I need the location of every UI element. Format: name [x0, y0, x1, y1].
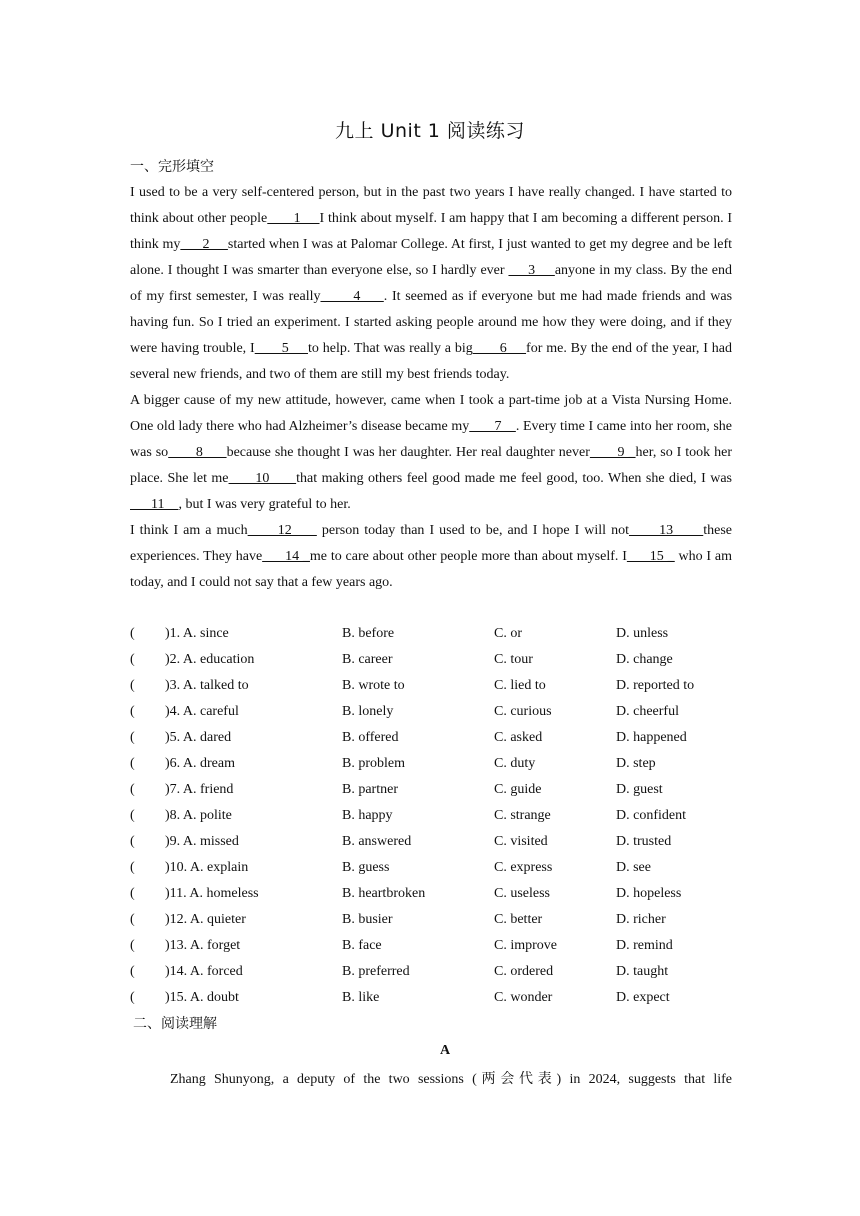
option-c: C. asked: [494, 730, 543, 745]
question-options-list: [130, 621, 750, 1011]
answer-paren[interactable]: (: [130, 886, 135, 901]
passage-text: , but I was very grateful to her.: [178, 497, 351, 512]
option-b: B. before: [342, 626, 395, 641]
option-d: D. confident: [616, 808, 686, 823]
passage-text: her, so I took her place. She let me: [130, 445, 732, 486]
question-row: [130, 751, 750, 777]
option-c: C. strange: [494, 808, 551, 823]
passage-text: A bigger cause of my new attitude, however, came when I took a part-time job at a Vista Nursing Home. One old lady there who had Alzheimer’s disease became my: [130, 393, 732, 434]
passage-text: I used to be a very self-centered person, but in the past two years I have really changed. I have started to think about other people: [130, 185, 732, 226]
passage-text: these experiences. They have: [130, 523, 732, 564]
question-row: [130, 803, 750, 829]
option-c: C. express: [494, 860, 553, 875]
option-b: B. happy: [342, 808, 393, 823]
option-b: B. lonely: [342, 704, 394, 719]
answer-paren[interactable]: (: [130, 938, 135, 953]
passage-text: that making others feel good made me feel good, too. When she died, I was: [296, 471, 732, 486]
option-c: C. tour: [494, 652, 533, 667]
option-a: )11. A. homeless: [165, 886, 259, 901]
passage-text: anyone in my class. By the end of my first semester, I was really: [130, 263, 733, 304]
answer-blank[interactable]: 10: [228, 471, 297, 486]
option-c: C. duty: [494, 756, 536, 771]
passage-paragraph-3: [130, 518, 732, 596]
answer-paren[interactable]: (: [130, 652, 135, 667]
question-row: [130, 881, 750, 907]
option-a: )14. A. forced: [165, 964, 243, 979]
option-d: D. reported to: [616, 678, 695, 693]
answer-blank[interactable]: 13: [628, 523, 704, 538]
answer-blank[interactable]: 2: [180, 237, 228, 252]
passage-a-text: Zhang Shunyong, a deputy of the two sessions (两会代表) in 2024, suggests that life: [170, 1072, 732, 1087]
answer-blank[interactable]: 9 _: [589, 445, 636, 460]
option-d: D. step: [616, 756, 656, 771]
question-row: [130, 907, 750, 933]
option-b: B. partner: [342, 782, 398, 797]
option-a: )8. A. polite: [165, 808, 232, 823]
passage-text: person today than I used to be, and I hope I will not: [316, 523, 629, 538]
option-b: B. preferred: [342, 964, 410, 979]
answer-blank[interactable]: 14 _: [262, 549, 310, 564]
answer-blank[interactable]: 5: [254, 341, 308, 356]
passage-text: . Every time I came into her room, she was so: [130, 419, 733, 460]
answer-paren[interactable]: (: [130, 730, 135, 745]
option-d: D. see: [616, 860, 651, 875]
option-a: )4. A. careful: [165, 704, 239, 719]
answer-paren[interactable]: (: [130, 964, 135, 979]
option-c: C. wonder: [494, 990, 553, 1005]
answer-blank[interactable]: 12: [247, 523, 317, 538]
question-row: [130, 673, 750, 699]
question-row: [130, 777, 750, 803]
answer-paren[interactable]: (: [130, 782, 135, 797]
option-b: B. heartbroken: [342, 886, 426, 901]
option-b: B. career: [342, 652, 393, 667]
page-title: 九上 Unit 1 阅读练习: [335, 120, 525, 142]
question-row: [130, 933, 750, 959]
option-d: D. unless: [616, 626, 669, 641]
passage-text: to help. That was really a big: [307, 341, 473, 356]
option-b: B. wrote to: [342, 678, 405, 693]
option-b: B. busier: [342, 912, 393, 927]
option-a: )2. A. education: [165, 652, 255, 667]
option-c: C. better: [494, 912, 543, 927]
option-a: )15. A. doubt: [165, 990, 239, 1005]
question-row: [130, 699, 750, 725]
question-row: [130, 829, 750, 855]
passage-text: me to care about other people more than about myself. I: [309, 549, 627, 564]
answer-paren[interactable]: (: [130, 704, 135, 719]
passage-text: . It seemed as if everyone but me had made friends and was having fun. So I tried an experiment. I started asking people around me how they were doing, and if they were having trouble, I: [130, 289, 733, 356]
answer-paren[interactable]: (: [130, 626, 135, 641]
option-d: D. hopeless: [616, 886, 682, 901]
answer-blank[interactable]: 7: [469, 419, 516, 434]
question-row: [130, 647, 750, 673]
option-b: B. problem: [342, 756, 405, 771]
option-d: D. expect: [616, 990, 670, 1005]
passage-text: who I am today, and I could not say that a few years ago.: [130, 549, 732, 590]
answer-blank[interactable]: 8: [168, 445, 227, 460]
option-d: D. taught: [616, 964, 669, 979]
answer-blank[interactable]: 4: [320, 289, 384, 304]
option-c: C. or: [494, 626, 522, 641]
answer-blank[interactable]: 6: [472, 341, 527, 356]
option-a: )7. A. friend: [165, 782, 234, 797]
answer-blank[interactable]: 1: [267, 211, 320, 226]
passage-paragraph-2: [130, 388, 732, 518]
option-d: D. richer: [616, 912, 666, 927]
option-a: )12. A. quieter: [165, 912, 246, 927]
option-d: D. trusted: [616, 834, 672, 849]
passage-text: I think about myself. I am happy that I am becoming a different person. I think my: [130, 211, 733, 252]
section-heading-reading: 二、阅读理解: [133, 1016, 217, 1032]
option-c: C. curious: [494, 704, 552, 719]
option-c: C. ordered: [494, 964, 554, 979]
option-a: )9. A. missed: [165, 834, 239, 849]
option-b: B. answered: [342, 834, 412, 849]
answer-paren[interactable]: (: [130, 860, 135, 875]
option-d: D. change: [616, 652, 673, 667]
answer-blank[interactable]: 3: [508, 263, 555, 278]
option-d: D. remind: [616, 938, 673, 953]
option-b: B. like: [342, 990, 380, 1005]
option-d: D. guest: [616, 782, 663, 797]
cloze-passage: [130, 180, 732, 596]
option-a: )1. A. since: [165, 626, 229, 641]
question-row: [130, 855, 750, 881]
answer-paren[interactable]: (: [130, 990, 135, 1005]
option-d: D. cheerful: [616, 704, 679, 719]
option-a: )6. A. dream: [165, 756, 235, 771]
option-a: )10. A. explain: [165, 860, 249, 875]
answer-paren[interactable]: (: [130, 756, 135, 771]
question-row: [130, 621, 750, 647]
question-row: [130, 985, 750, 1011]
option-b: B. face: [342, 938, 382, 953]
option-a: )3. A. talked to: [165, 678, 249, 693]
passage-text: because she thought I was her daughter. Her real daughter never: [226, 445, 590, 460]
option-c: C. useless: [494, 886, 550, 901]
passage-text: for me. By the end of the year, I had several new friends, and two of them are still my best friends today.: [130, 341, 733, 382]
option-d: D. happened: [616, 730, 687, 745]
passage-paragraph-1: [130, 180, 732, 388]
option-a: )13. A. forget: [165, 938, 241, 953]
passage-a-heading: A: [439, 1043, 451, 1058]
section-heading-cloze: 一、完形填空: [130, 159, 214, 175]
answer-blank[interactable]: 11: [130, 497, 179, 512]
option-b: B. offered: [342, 730, 399, 745]
answer-blank[interactable]: 15 _: [626, 549, 675, 564]
option-b: B. guess: [342, 860, 390, 875]
answer-paren[interactable]: (: [130, 912, 135, 927]
passage-text: I think I am a much: [130, 523, 248, 538]
answer-paren[interactable]: (: [130, 808, 135, 823]
answer-paren[interactable]: (: [130, 678, 135, 693]
question-row: [130, 725, 750, 751]
option-c: C. improve: [494, 938, 557, 953]
option-c: C. lied to: [494, 678, 546, 693]
option-c: C. visited: [494, 834, 548, 849]
answer-paren[interactable]: (: [130, 834, 135, 849]
question-row: [130, 959, 750, 985]
option-a: )5. A. dared: [165, 730, 232, 745]
option-c: C. guide: [494, 782, 542, 797]
passage-text: started when I was at Palomar College. At first, I just wanted to get my degree and be left alone. I thought I was smarter than everyone else, so I hardly ever: [130, 237, 732, 278]
